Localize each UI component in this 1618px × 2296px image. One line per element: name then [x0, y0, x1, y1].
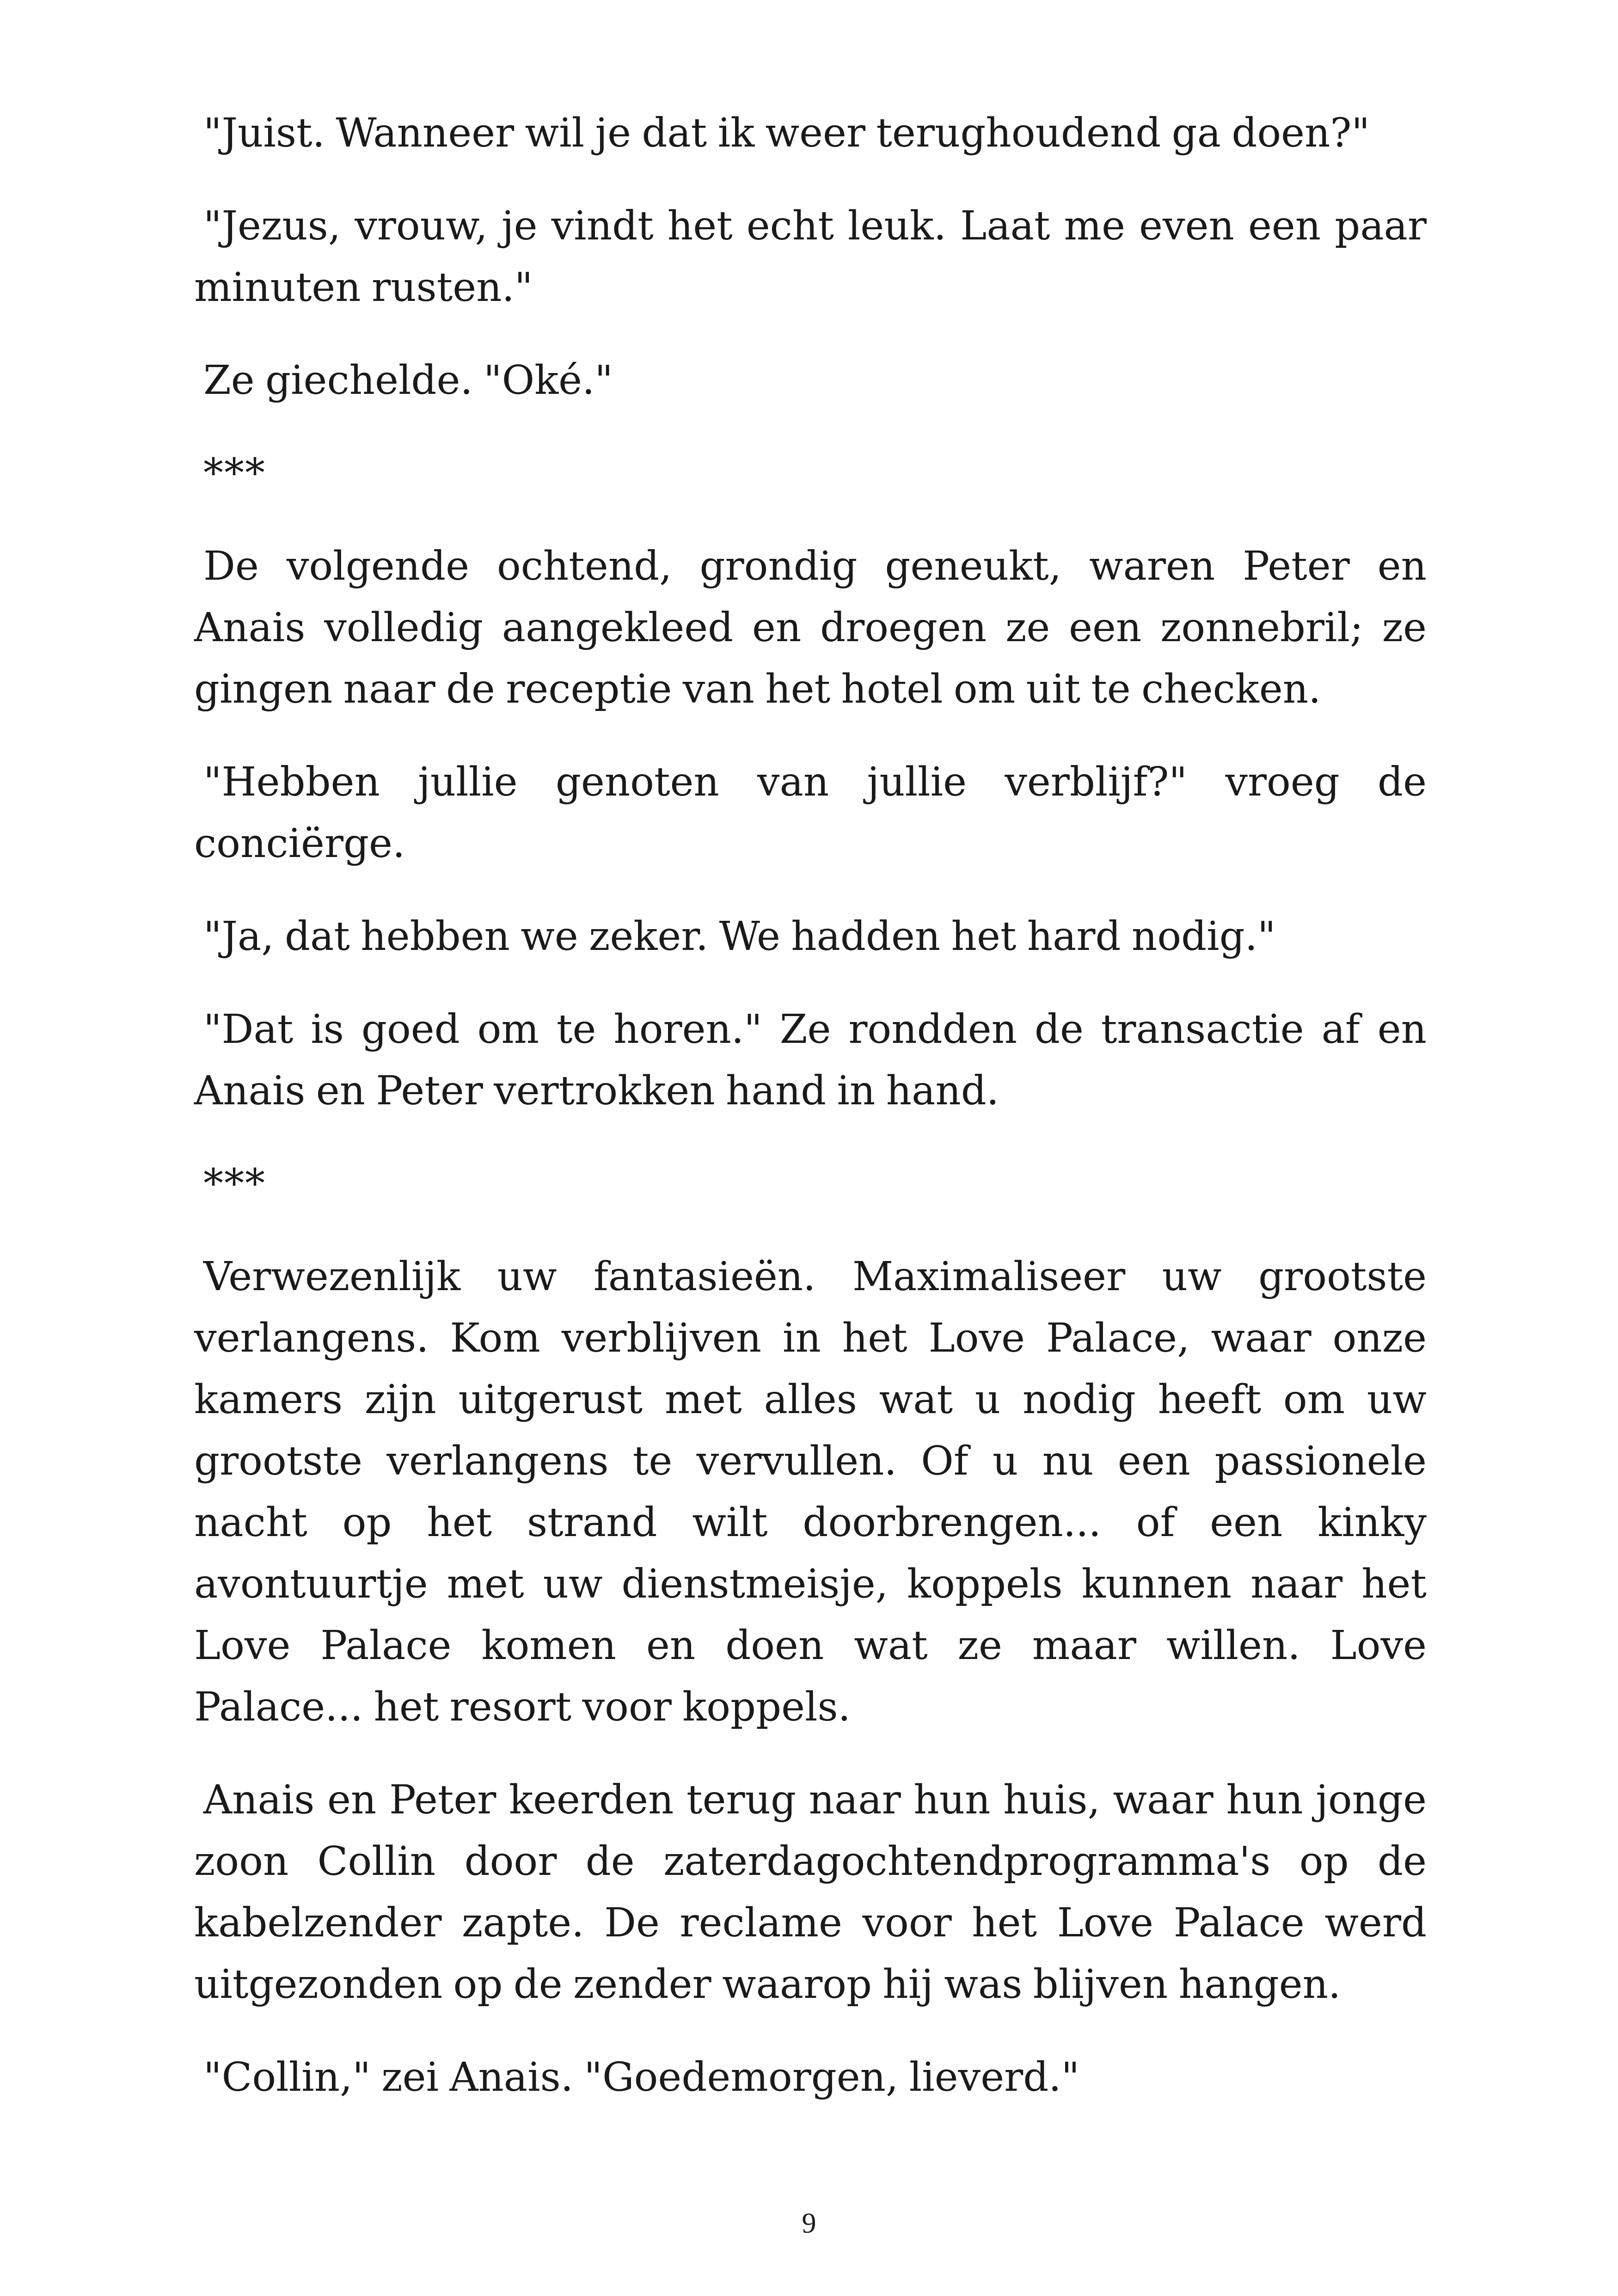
paragraph: Anais en Peter keerden terug naar hun huis, waar hun jonge zoon Collin door de zaterdagochtendprogramma's op de kabelzender zapte. De reclame voor het Love Palace werd uitgezonden op de zender waarop hij was blijven hangen. — [194, 1777, 1427, 2008]
paragraph: "Jezus, vrouw, je vindt het echt leuk. Laat me even een paar minuten rusten." — [194, 203, 1427, 311]
body-text — [194, 103, 1427, 2140]
paragraph: Verwezenlijk uw fantasieën. Maximaliseer uw grootste verlangens. Kom verblijven in het Love Palace, waar onze kamers zijn uitgerust met alles wat u nodig heeft om uw grootste verlangens te vervullen. Of u nu een passionele nacht op het strand wilt doorbrengen... of een kinky avontuurtje met uw dienstmeisje, koppels kunnen naar het Love Palace komen en doen wat ze maar willen. Love Palace... het resort voor koppels. — [194, 1254, 1427, 1730]
paragraph: "Juist. Wanneer wil je dat ik weer terughoudend ga doen?" — [203, 110, 1370, 156]
paragraph: "Hebben jullie genoten van jullie verblijf?" vroeg de conciërge. — [194, 759, 1427, 867]
paragraph: "Dat is goed om te horen." Ze rondden de transactie af en Anais en Peter vertrokken hand in hand. — [194, 1006, 1427, 1114]
page-number: 9 — [802, 2208, 816, 2239]
paragraph: De volgende ochtend, grondig geneukt, waren Peter en Anais volledig aangekleed en droegen ze een zonnebril; ze gingen naar de receptie van het hotel om uit te checken. — [194, 543, 1427, 712]
scene-break: *** — [203, 1161, 266, 1207]
paragraph: "Ja, dat hebben we zeker. We hadden het hard nodig." — [203, 913, 1276, 960]
paragraph: Ze giechelde. "Oké." — [203, 357, 613, 404]
scene-break: *** — [203, 450, 266, 496]
paragraph: "Collin," zei Anais. "Goedemorgen, lieverd." — [203, 2054, 1080, 2100]
